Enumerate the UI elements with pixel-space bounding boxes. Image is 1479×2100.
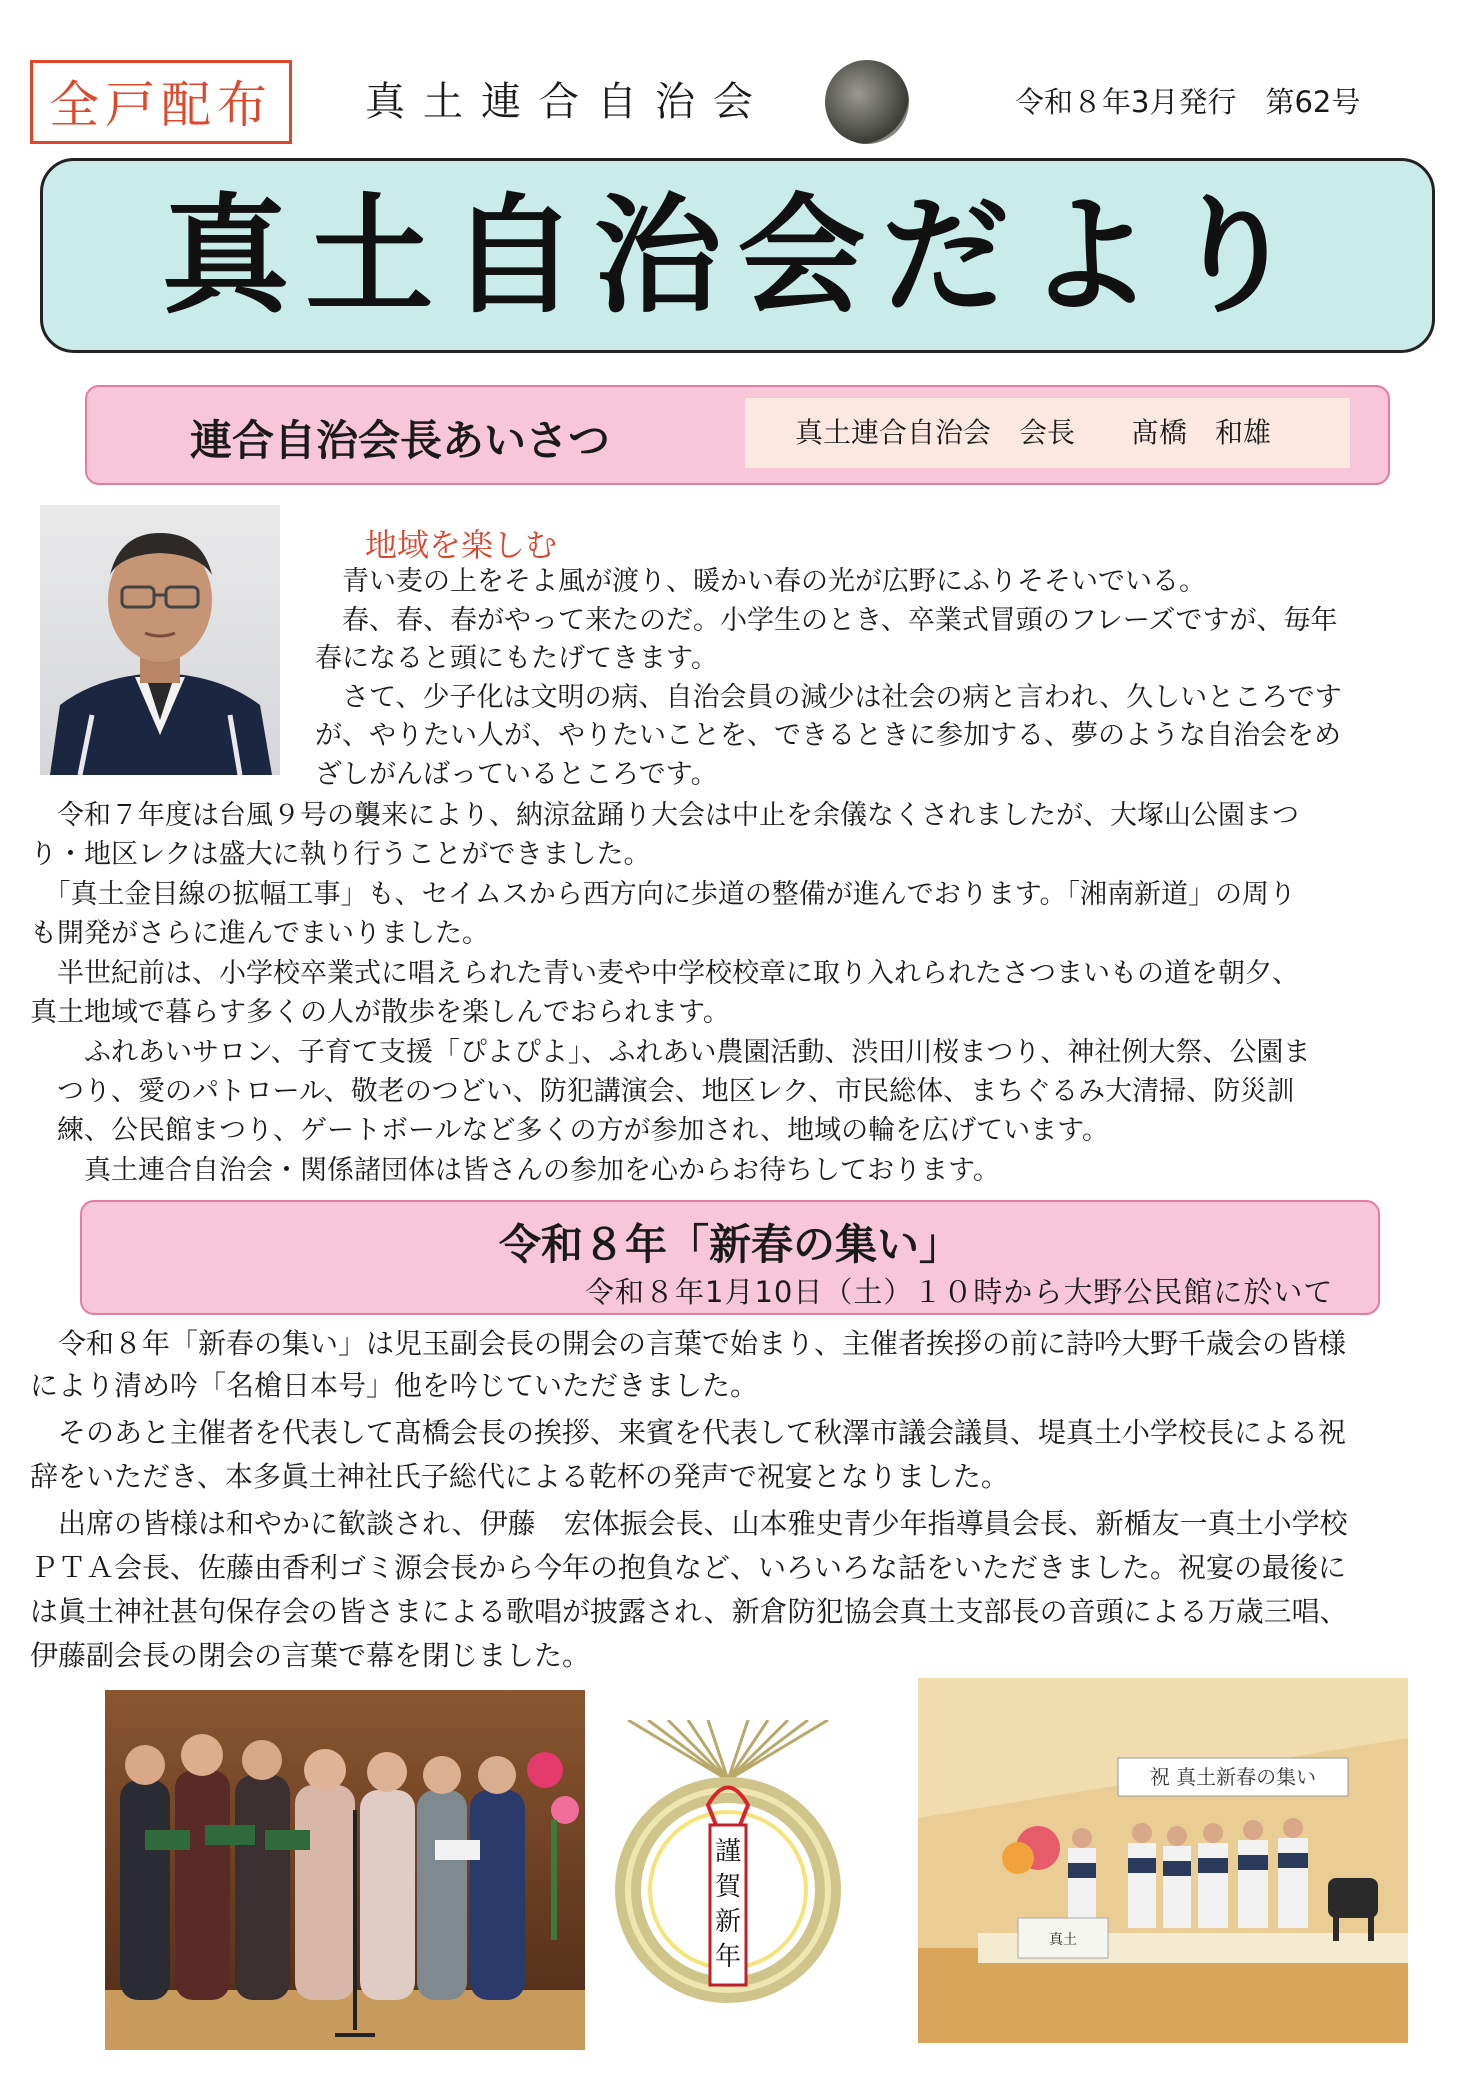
distribution-stamp: 全戸配布 bbox=[30, 60, 292, 144]
greeting-line: つり、愛のパトロール、敬老のつどい、防犯講演会、地区レク、市民総体、まちぐるみ大清掃、防災訓 bbox=[30, 1076, 1295, 1107]
newsletter-title: 真土自治会だより bbox=[161, 182, 1314, 331]
greeting-line: 「真土金目線の拡幅工事」も、セイムスから西方向に歩道の整備が進んでおります。「湘南新道」の周り bbox=[30, 879, 1297, 910]
greeting-line: 真土連合自治会・関係諸団体は皆さんの参加を心からお待ちしております。 bbox=[30, 1155, 1000, 1186]
greeting-line: も開発がさらに進んでまいりました。 bbox=[30, 918, 489, 949]
event-date: 令和８年1月10日（土）１０時から大野公民館に於いて bbox=[585, 1275, 1334, 1309]
seal-emblem-icon bbox=[825, 60, 909, 144]
greeting-line: 半世紀前は、小学校卒業式に唱えられた青い麦や中学校校章に取り入れられたさつまいもの道を朝夕、 bbox=[30, 958, 1299, 989]
greeting-author: 真土連合自治会 会長 髙橋 和雄 bbox=[745, 398, 1350, 468]
table-sign-text: 真土 bbox=[1049, 1932, 1077, 1948]
stage-photo bbox=[918, 1678, 1408, 2043]
greeting-line: 春になると頭にもたげてきます。 bbox=[315, 643, 718, 674]
greeting-line: 真土地域で暮らす多くの人が散歩を楽しんでおられます。 bbox=[30, 997, 730, 1028]
organization-name: 真土連合自治会 bbox=[365, 79, 771, 125]
wreath-char: 新 bbox=[714, 1907, 742, 1937]
greeting-line: 青い麦の上をそよ風が渡り、暖かい春の光が広野にふりそそいでいる。 bbox=[315, 566, 1206, 597]
event-line: は眞土神社甚句保存会の皆さまによる歌唱が披露され、新倉防犯協会真土支部長の音頭による万歳三唱、 bbox=[30, 1595, 1348, 1628]
wreath-char: 賀 bbox=[714, 1872, 742, 1902]
wreath-char: 謹 bbox=[714, 1837, 742, 1867]
greeting-line: 練、公民館まつり、ゲートボールなど多くの方が参加され、地域の輪を広げています。 bbox=[30, 1115, 1109, 1146]
event-line: ＰＴＡ会長、佐藤由香利ゴミ源会長から今年の抱負など、いろいろな話をいただきました。祝宴の最後に bbox=[30, 1551, 1347, 1584]
event-line: 出席の皆様は和やかに歓談され、伊藤 宏体振会長、山本雅史青少年指導員会長、新楯友一真土小学校 bbox=[30, 1507, 1348, 1540]
event-heading: 令和８年「新春の集い」 bbox=[498, 1220, 961, 1269]
greeting-line: り・地区レクは盛大に執り行うことができました。 bbox=[30, 839, 651, 870]
greeting-line: ざしがんばっているところです。 bbox=[315, 759, 718, 790]
greeting-line: 春、春、春がやって来たのだ。小学生のとき、卒業式冒頭のフレーズですが、毎年 bbox=[315, 605, 1338, 636]
recitation-photo bbox=[105, 1690, 585, 2050]
greeting-subtitle: 地域を楽しむ bbox=[365, 526, 558, 564]
event-line: 辞をいただき、本多眞土神社氏子総代による乾杯の発声で祝宴となりました。 bbox=[30, 1460, 1009, 1493]
greeting-line: 令和７年度は台風９号の襲来により、納涼盆踊り大会は中止を余儀なくされましたが、大塚山公園まつ bbox=[30, 800, 1299, 831]
event-line: 伊藤副会長の閉会の言葉で幕を閉じました。 bbox=[30, 1639, 591, 1672]
chairman-portrait bbox=[40, 505, 280, 775]
issue-info: 令和８年3月発行 第62号 bbox=[1015, 85, 1361, 119]
greeting-line: が、やりたい人が、やりたいことを、できるときに参加する、夢のような自治会をめ bbox=[315, 720, 1341, 751]
stage-banner-text: 祝 真土新春の集い bbox=[1149, 1765, 1317, 1789]
event-line: そのあと主催者を代表して髙橋会長の挨拶、来賓を代表して秋澤市議会議員、堤真土小学校長による祝 bbox=[30, 1416, 1347, 1449]
greeting-line: さて、少子化は文明の病、自治会員の減少は社会の病と言われ、久しいところです bbox=[315, 682, 1342, 713]
wreath-char: 年 bbox=[714, 1942, 742, 1972]
title-banner bbox=[40, 158, 1435, 353]
event-line: により清め吟「名槍日本号」他を吟じていただきました。 bbox=[30, 1369, 759, 1402]
event-line: 令和８年「新春の集い」は児玉副会長の開会の言葉で始まり、主催者挨拶の前に詩吟大野千歳会の皆様 bbox=[30, 1327, 1347, 1360]
greeting-heading: 連合自治会長あいさつ bbox=[190, 416, 611, 465]
greeting-line: ふれあいサロン、子育て支援「ぴよぴよ」、ふれあい農園活動、渋田川桜まつり、神社例大祭、公園ま bbox=[30, 1037, 1311, 1068]
new-year-wreath-icon bbox=[598, 1720, 858, 2010]
